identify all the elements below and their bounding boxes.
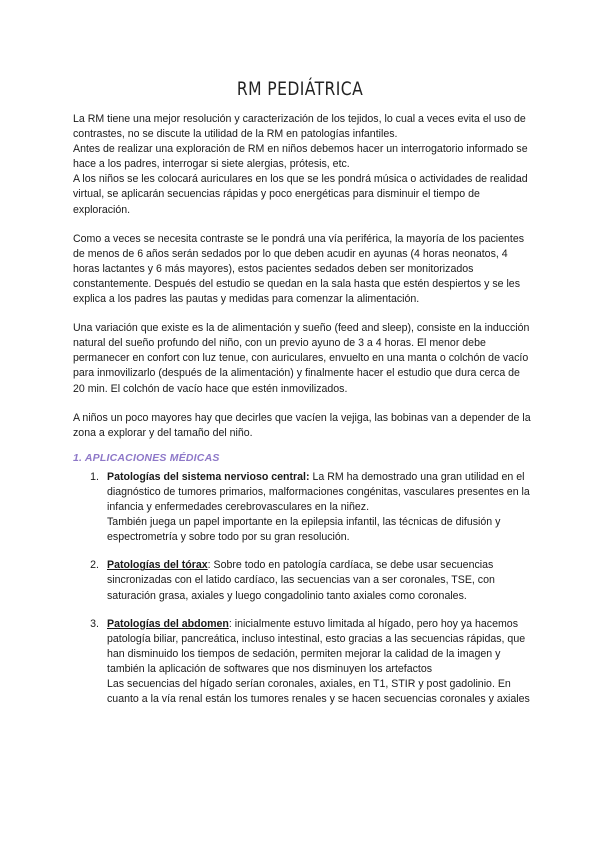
list-item <box>73 617 533 708</box>
paragraph-auriculares: A los niños se les colocará auriculares en los que se les pondrá música o actividades de realidad virtual, se aplicarán secuencias rápidas y poco energéticas para disminuir el tiempo de exploración. <box>73 173 528 216</box>
page-title: RM PEDIÁTRICA <box>236 78 364 100</box>
list-item <box>73 558 533 603</box>
list-item-label: Patologías del abdomen <box>107 617 229 630</box>
paragraph-sedacion: Como a veces se necesita contraste se le pondrá una vía periférica, la mayoría de los pacientes de menos de 6 años serán sedados por lo que deben acudir en ayunas (4 horas neonatos, 4 horas lactantes y 6 más mayores), estos pacientes sedados deben ser monitorizados constantemente. Después del estudio se quedan en la sala hasta que estén despiertos y se les explica a los padres las pautas y medidas para comenzar la alimentación. <box>73 232 525 306</box>
list-item-label: Patologías del sistema nervioso central: <box>107 470 310 483</box>
section-heading: 1. APLICACIONES MÉDICAS <box>73 451 220 464</box>
list-number: 1. <box>90 470 99 483</box>
list-item-text: : inicialmente estuvo limitada al hígado, pero hoy ya hacemos patología biliar, pancreática, incluso intestinal, esto gracias a las secuencias rápidas, que han disminuido los tiempos de sedación, permiten mejorar la calidad de la imagen y también la aplicación de softwares que nos disminuyen los artefactos <box>107 617 526 675</box>
document-body <box>73 112 533 720</box>
list-item-label: Patologías del tórax <box>107 559 208 572</box>
list-item <box>73 470 533 545</box>
paragraph-interrogatorio: Antes de realizar una exploración de RM en niños debemos hacer un interrogatorio informado se hace a los padres, interrogar si siete alergias, prótesis, etc. <box>73 143 528 171</box>
applications-list <box>73 470 533 707</box>
list-number: 3. <box>90 617 99 630</box>
list-item-extra: Las secuencias del hígado serían coronales, axiales, en T1, STIR y post gadolinio. En cuanto a la vía renal están los tumores renales y se hacen secuencias coronales y axiales <box>107 678 530 706</box>
paragraph-ninos-mayores: A niños un poco mayores hay que decirles que vacíen la vejiga, las bobinas van a depender de la zona a explorar y del tamaño del niño. <box>73 411 531 439</box>
list-item-text: La RM ha demostrado una gran utilidad en el diagnóstico de tumores primarios, malformaciones congénitas, vasculares presentes en la infancia y enfermedades cerebrovasculares en la niñez. <box>107 470 530 514</box>
paragraph-feed-and-sleep: Una variación que existe es la de alimentación y sueño (feed and sleep), consiste en la inducción natural del sueño profundo del niño, con un previo ayuno de 3 a 4 horas. El menor debe permanecer en confort con luz tenue, con auriculares, envuelto en una manta o colchón de vacío para inmovilizarlo (después de la alimentación) y finalmente hacer el estudio que dura cerca de 20 min. El colchón de vacío hace que estén inmovilizados. <box>73 322 530 395</box>
list-item-extra: También juega un papel importante en la epilepsia infantil, las técnicas de difusión y espectrometría y sobre todo por su gran resolución. <box>107 516 501 544</box>
list-item-text: : Sobre todo en patología cardíaca, se debe usar secuencias sincronizadas con el latido cardíaco, las secuencias van a ser coronales, TSE, con saturación grasa, axiales y luego congadolinio tanto axiales como coronales. <box>107 559 495 602</box>
paragraph-intro: La RM tiene una mejor resolución y caracterización de los tejidos, lo cual a veces evita el uso de contrastes, no se discute la utilidad de la RM en patologías infantiles. <box>73 113 526 141</box>
list-number: 2. <box>90 559 99 572</box>
